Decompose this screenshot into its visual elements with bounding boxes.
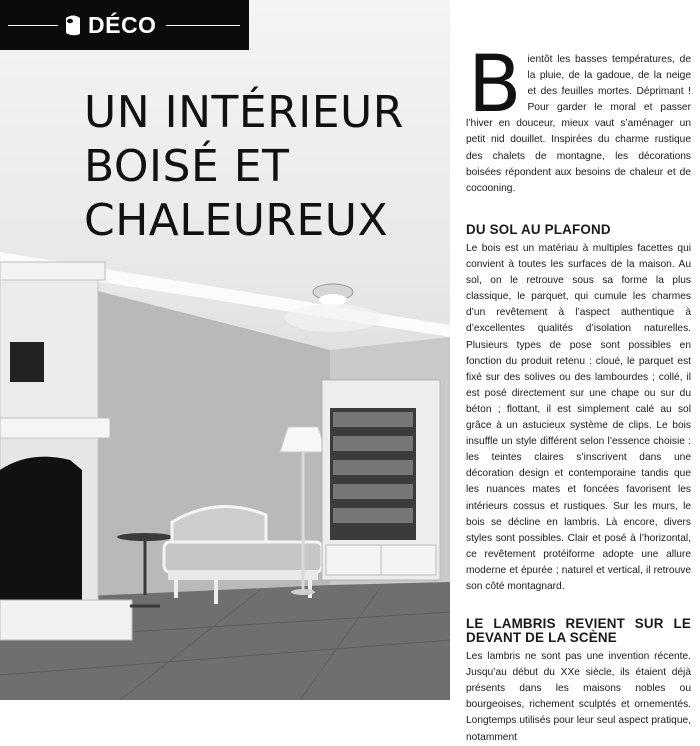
section-badge-label: DÉCO	[88, 12, 157, 38]
article-intro	[466, 40, 691, 197]
section-body: Les lambris ne sont pas une invention récente. Jusqu’au début du XXe siècle, ils étaient déjà présents dans les maisons nobles ou bourgeoises, richement sculptés et ornementés. Longtemps utilisés pour leur seul aspect pratique, notamment	[466, 651, 691, 743]
section-badge	[0, 0, 249, 50]
badge-rule-right	[166, 25, 240, 26]
drop-cap: B	[468, 40, 522, 130]
article-headline	[84, 86, 444, 248]
headline-line-2: BOISÉ ET	[84, 141, 290, 192]
section-heading: LE LAMBRIS REVIENT SUR LE DEVANT DE LA SCÈNE	[466, 616, 691, 646]
section-lambris	[466, 617, 691, 746]
section-heading: DU SOL AU PLAFOND	[466, 222, 611, 237]
fabric-roll-icon	[63, 13, 83, 37]
section-body: Le bois est un matériau à multiples facettes qui convient à toutes les surfaces de la maison. Au sol, on le retrouve sous sa forme la plus classique, le parquet, qui cumule les charmes d’un revêtement à l’aspect authentique à d’excellentes qualités d’isolation naturelles. Plusieurs types de pose sont possibles en fonction du produit retenu : cloué, le parquet est fixé sur des solives ou des lambourdes ; collé, il est posé directement sur une chape ou sur du béton ; flottant, il est simplement calé au sol grâce à un astucieux système de clips. Le bois insuffle un style différent selon l’essence choisie : les teintes claires s’inscrivent dans une décoration design et contemporaine tandis que les nuances mates et foncées favorisent les intérieurs cossus et rustiques. Sur les murs, le bois se décline en lambris. Là encore, divers styles sont possibles. Clair et posé à l’horizontal, ce revêtement protéiforme adopte une allure moderne et épurée ; naturel et vertical, il retrouve son côté montagnard.	[466, 243, 691, 592]
intro-paragraph: ientôt les basses températures, de la pluie, de la gadoue, de la neige et des feuilles mortes. Déprimant ! Pour garder le moral et passer l’hiver en douceur, mieux vaut s’aménager un petit nid douillet. Inspirées du charme rustique des chalets de montagne, les décorations boisées répondent aux besoins de chaleur et de cocooning.	[466, 54, 691, 194]
headline-line-1: UN INTÉRIEUR	[84, 87, 404, 138]
badge-rule-left	[8, 25, 58, 26]
bookcase-icon	[322, 380, 440, 580]
article-column	[466, 40, 691, 746]
headline-line-3: CHALEUREUX	[84, 195, 389, 246]
section-du-sol	[466, 223, 691, 595]
